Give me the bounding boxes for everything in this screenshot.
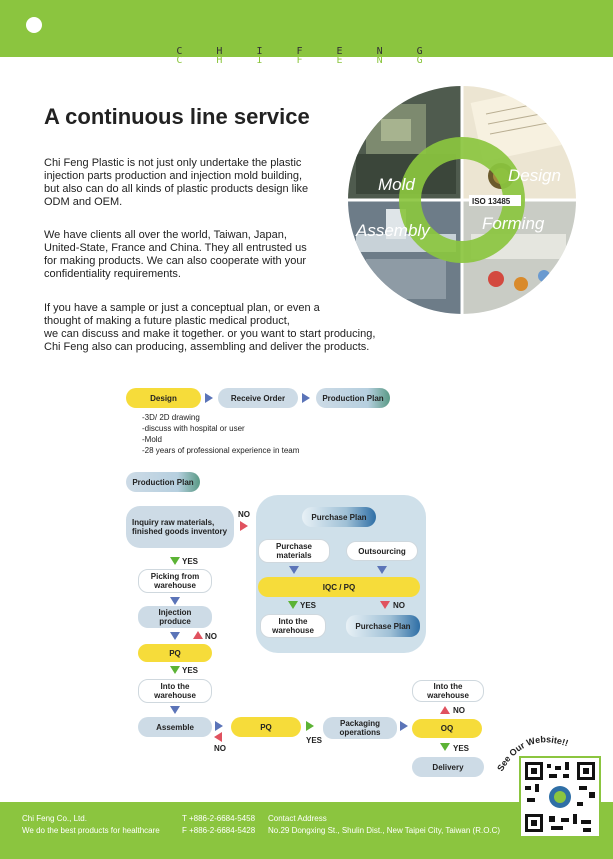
no-label: NO	[238, 510, 250, 519]
into-warehouse-box: Into the warehouse	[138, 679, 212, 703]
arrow-right-green-icon	[306, 721, 314, 731]
footer-company: Chi Feng Co., Ltd. We do the best products for healthcare	[22, 814, 160, 835]
arrow-up-red-icon	[440, 706, 450, 714]
yes-label: YES	[306, 736, 323, 745]
iso-label: ISO 13485	[472, 197, 511, 206]
purchase-plan-box-2: Purchase Plan	[346, 615, 420, 637]
brand-name: C H I F E N G	[176, 46, 437, 57]
panel-into-warehouse-box: Into the warehouse	[260, 614, 326, 638]
brand-name-green: C H I F E N G	[176, 55, 437, 66]
arrow-left-red-icon	[214, 732, 222, 742]
qr-code-icon	[521, 758, 599, 836]
arrow-down-icon	[170, 597, 180, 605]
yes-label: YES	[182, 666, 199, 675]
no-label: NO	[214, 744, 226, 753]
picking-box: Picking from warehouse	[138, 569, 212, 593]
purchase-materials-box: Purchase materials	[258, 539, 330, 563]
pq-box-2: PQ	[231, 717, 301, 737]
arrow-down-green-icon	[440, 743, 450, 751]
label-mold: Mold	[378, 175, 415, 194]
pq-box: PQ	[138, 644, 212, 662]
no-label: NO	[453, 706, 465, 715]
arrow-right-icon	[205, 393, 213, 403]
arrow-down-green-icon	[288, 601, 298, 609]
arrow-down-red-icon	[380, 601, 390, 609]
production-plan-header: Production Plan	[126, 472, 200, 492]
purchase-plan-box: Purchase Plan	[302, 507, 376, 527]
service-collage	[346, 84, 578, 316]
yes-label: YES	[182, 557, 199, 566]
arrow-right-icon	[302, 393, 310, 403]
paragraph-services: If you have a sample or just a conceptual plan, or even a thought of making a future plastic medical product, we can discuss and make it together. or you want to start producing, Chi Feng also can producing, assembling and deliver the products.	[44, 302, 376, 353]
header-dot-icon	[26, 17, 42, 33]
footer-address: Contact Address No.29 Dongxing St., Shulin Dist., New Taipei City, Taiwan (R.O.C)	[268, 814, 501, 835]
footer-phone: T +886-2-6684-5458 F +886-2-6684-5428	[182, 814, 256, 835]
yes-label: YES	[453, 744, 470, 753]
no-label: NO	[205, 632, 217, 641]
arrow-right-red-icon	[240, 521, 248, 531]
yes-label: YES	[300, 601, 317, 610]
paragraph-intro: Chi Feng Plastic is not just only undertake the plastic injection parts production and injection mold building, but also can do all kinds of plastic products design like ODM and OEM.	[44, 157, 309, 208]
assemble-box: Assemble	[138, 717, 212, 737]
iqc-pq-box: IQC / PQ	[258, 577, 420, 597]
injection-box: Injection produce	[138, 606, 212, 628]
paragraph-clients: We have clients all over the world, Taiwan, Japan, United-State, France and China. They all entrusted us for making products. We can also cooperate with your confidentiality requirements.	[44, 229, 307, 280]
packaging-box: Packaging operations	[323, 717, 397, 739]
oq-box: OQ	[412, 719, 482, 738]
into-warehouse-box-2: Into the warehouse	[412, 680, 484, 702]
inquiry-box: Inquiry raw materials, finished goods inventory	[126, 506, 234, 548]
label-assembly: Assembly	[356, 221, 430, 240]
design-notes: -3D/ 2D drawing -discuss with hospital or user -Mold -28 years of professional experience in team	[142, 413, 300, 455]
outsourcing-box: Outsourcing	[346, 541, 418, 561]
label-forming: Forming	[482, 214, 545, 233]
arrow-down-icon	[377, 566, 387, 574]
label-design: Design	[508, 166, 561, 185]
step-production-plan: Production Plan	[316, 388, 390, 408]
arrow-down-icon	[170, 706, 180, 714]
page-title: A continuous line service	[44, 104, 310, 129]
step-receive-order: Receive Order	[218, 388, 298, 408]
svg-text:See Our Website!!: See Our Website!!	[495, 734, 570, 773]
arrow-down-icon	[289, 566, 299, 574]
step-design: Design	[126, 388, 201, 408]
arrow-right-icon	[215, 721, 223, 731]
arrow-down-icon	[170, 632, 180, 640]
arrow-down-green-icon	[170, 557, 180, 565]
arrow-right-icon	[400, 721, 408, 731]
delivery-box: Delivery	[412, 757, 484, 777]
arrow-up-red-icon	[193, 631, 203, 639]
arrow-down-green-icon	[170, 666, 180, 674]
website-qr-code[interactable]	[519, 756, 601, 838]
no-label: NO	[393, 601, 405, 610]
